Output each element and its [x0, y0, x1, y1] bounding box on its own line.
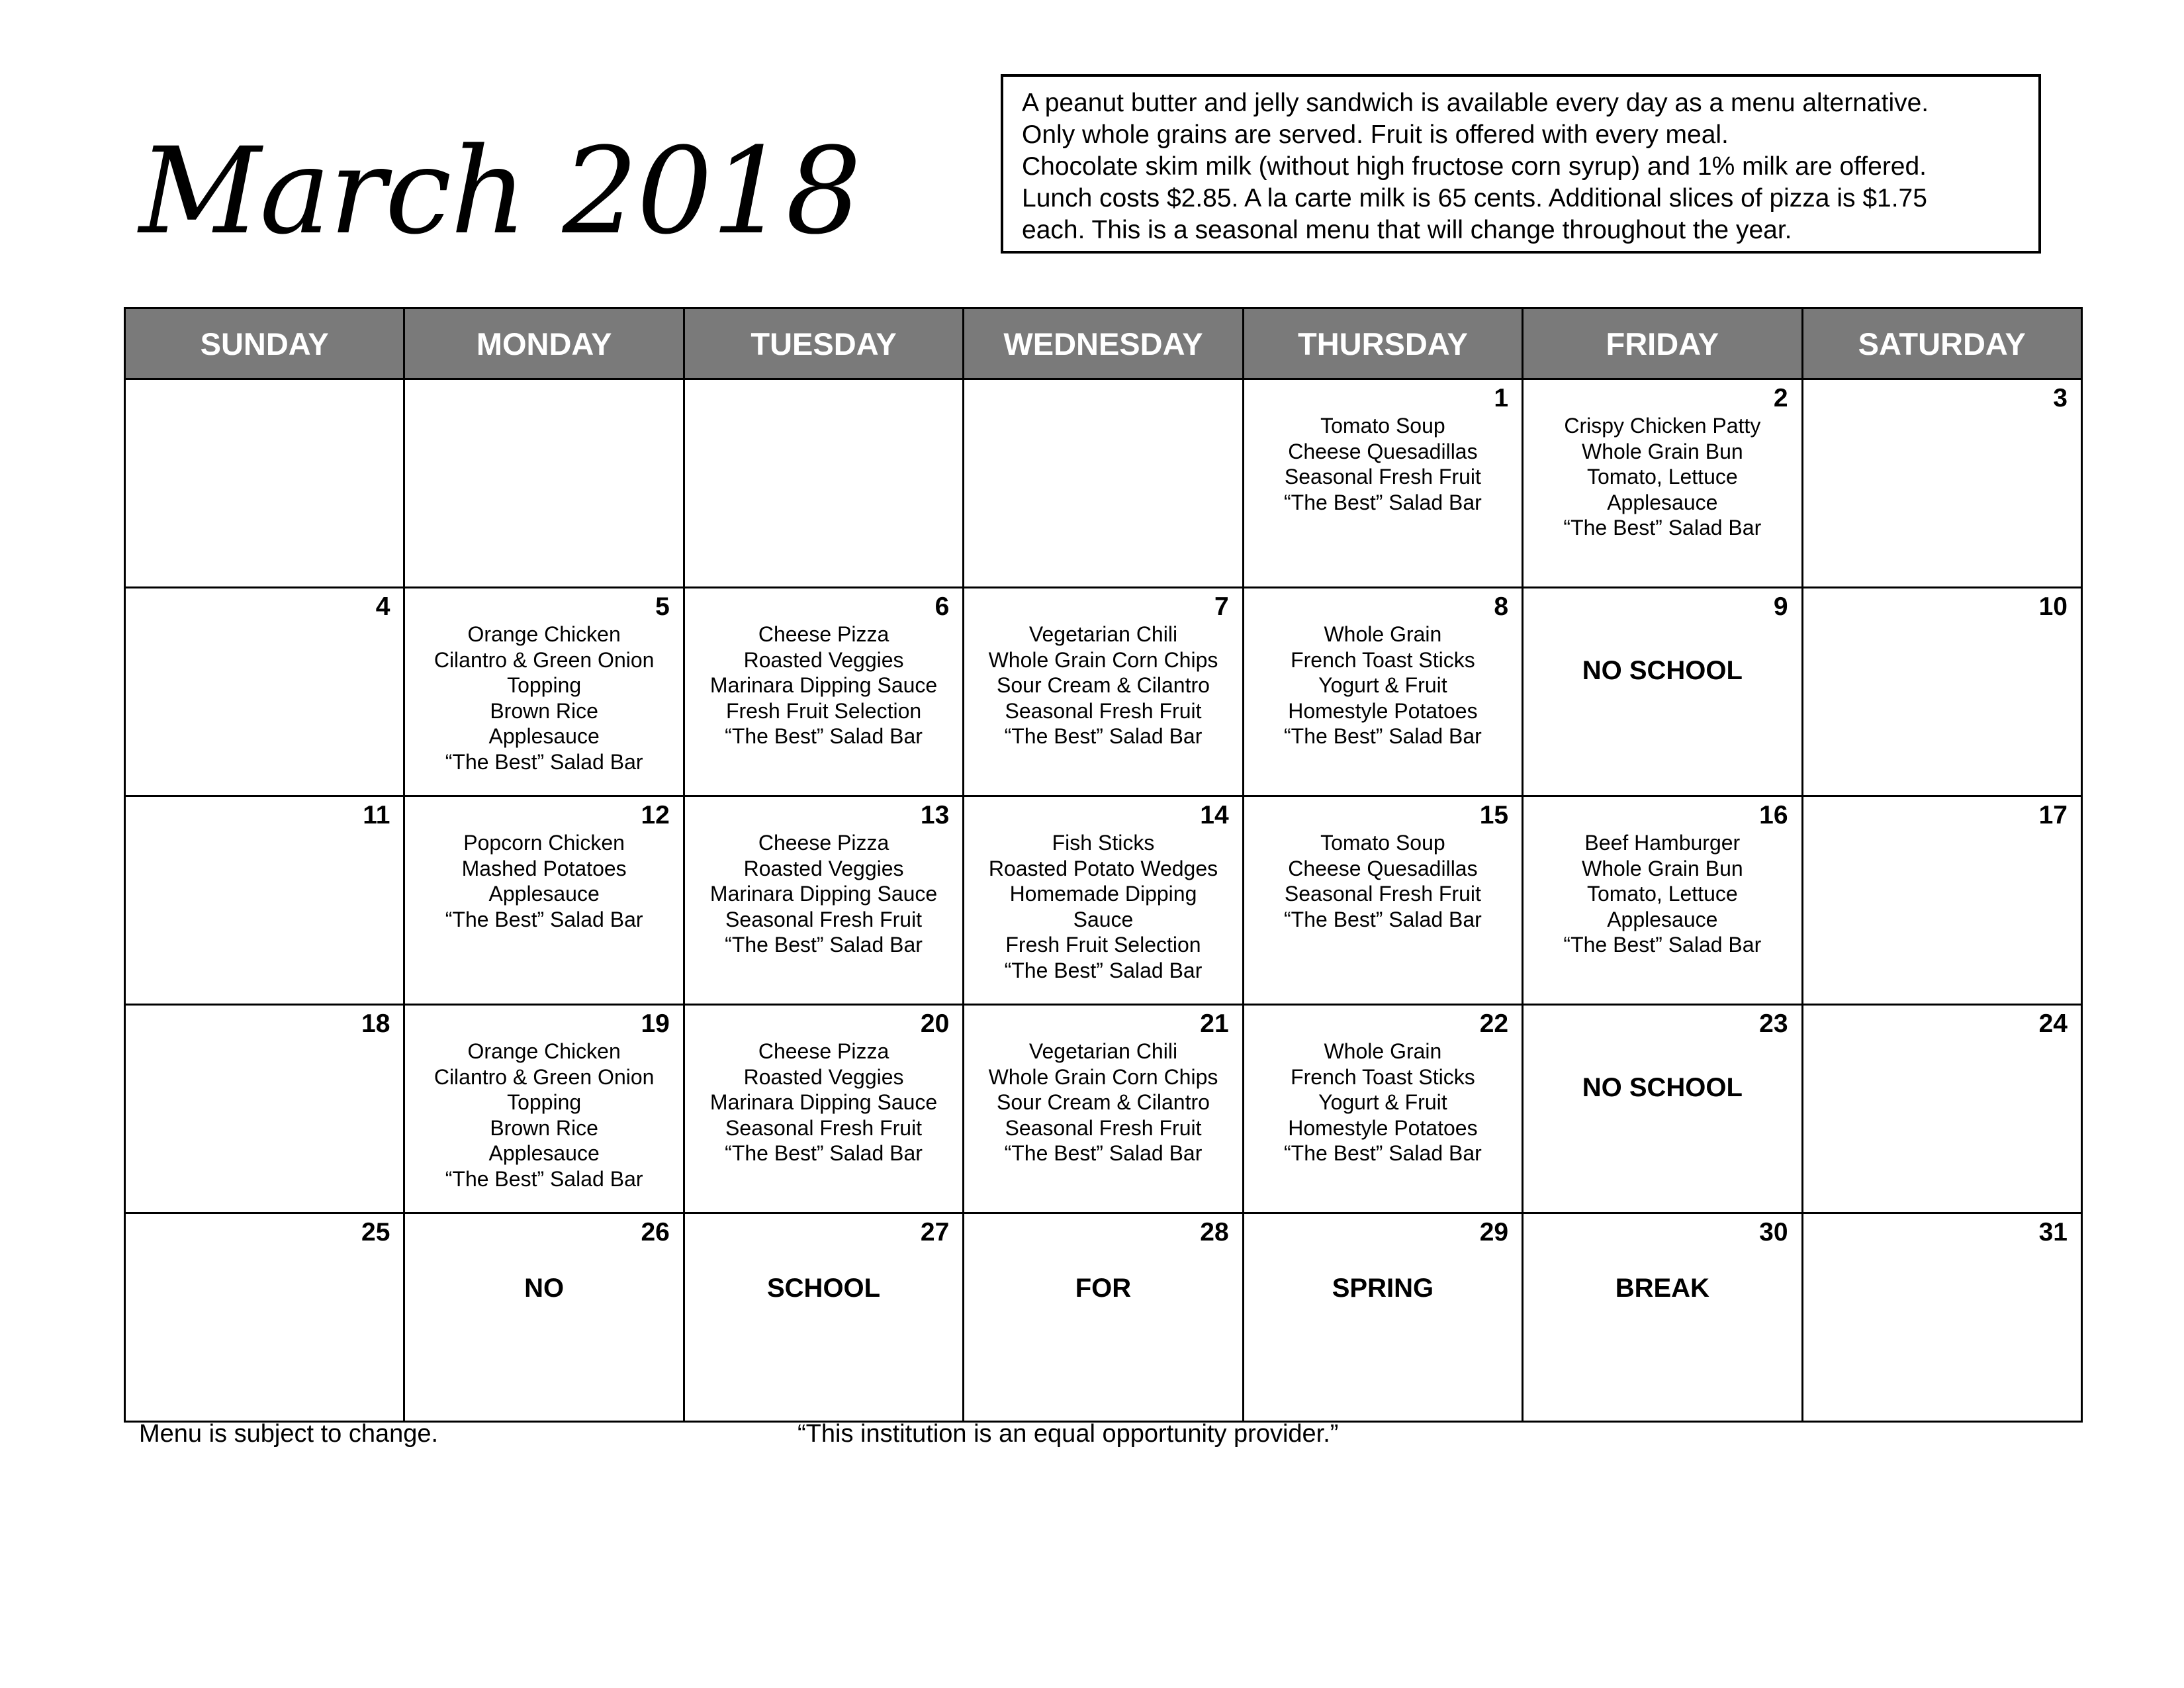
day-cell [1523, 588, 1802, 796]
menu-item: Applesauce [1607, 907, 1718, 931]
menu-item: Cilantro & Green Onion [433, 647, 655, 672]
day-cell [125, 796, 404, 1005]
day-cell [1523, 1005, 1802, 1213]
day-number: 10 [2038, 592, 2068, 621]
menu-item: Marinara Dipping Sauce [709, 882, 938, 906]
menu-item: Applesauce [488, 1141, 600, 1165]
weekday-header: THURSDAY [1243, 308, 1522, 379]
menu-item: Roasted Veggies [743, 1064, 904, 1089]
menu-item: Cheese Quesadillas [1288, 439, 1478, 463]
menu-item: “The Best” Salad Bar [1004, 958, 1203, 982]
menu-item: Tomato Soup [1320, 831, 1445, 855]
weekday-header: MONDAY [404, 308, 684, 379]
day-cell [1523, 796, 1802, 1005]
day-number: 7 [1214, 592, 1229, 621]
day-number: 1 [1494, 384, 1509, 412]
day-number [405, 380, 682, 413]
day-number: 26 [641, 1218, 670, 1246]
menu-item: Sauce [1073, 907, 1134, 931]
weekday-header: FRIDAY [1523, 308, 1802, 379]
footer-disclaimer: Menu is subject to change. [139, 1420, 439, 1448]
menu-item: “The Best” Salad Bar [1284, 1141, 1482, 1165]
day-number: 4 [375, 592, 390, 621]
day-number: 9 [1773, 592, 1788, 621]
menu-item: Fresh Fruit Selection [1005, 933, 1201, 957]
day-cell [684, 796, 963, 1005]
day-cell [404, 588, 684, 796]
info-line: A peanut butter and jelly sandwich is available every day as a menu alternative. [1022, 89, 1929, 117]
menu-item: Cheese Pizza [758, 831, 889, 855]
menu-item: Applesauce [488, 882, 600, 906]
day-cell [684, 1213, 963, 1422]
day-number: 27 [920, 1218, 950, 1246]
menu-item: Cilantro & Green Onion [433, 1064, 655, 1089]
week-row [125, 1213, 2082, 1422]
day-cell [1802, 796, 2081, 1005]
day-number: 3 [2053, 384, 2068, 412]
menu-item: Whole Grain Bun [1581, 439, 1743, 463]
menu-item: Yogurt & Fruit [1318, 1090, 1447, 1114]
day-cell [1523, 1213, 1802, 1422]
day-cell [1243, 1213, 1522, 1422]
week-row [125, 588, 2082, 796]
menu-item: Homemade Dipping [1009, 882, 1197, 906]
day-cell [1243, 588, 1522, 796]
day-number: 22 [1479, 1009, 1509, 1038]
menu-item: Roasted Veggies [743, 856, 904, 880]
day-number: 8 [1494, 592, 1509, 621]
day-cell [125, 1005, 404, 1213]
menu-item: “The Best” Salad Bar [445, 749, 643, 774]
day-cell [1802, 379, 2081, 588]
day-cell [125, 588, 404, 796]
menu-item: “The Best” Salad Bar [1563, 933, 1762, 957]
menu-item: Homestyle Potatoes [1288, 1115, 1478, 1140]
menu-item: Seasonal Fresh Fruit [1284, 465, 1481, 489]
day-cell [964, 379, 1243, 588]
menu-item: Crispy Chicken Patty [1564, 414, 1761, 438]
menu-item: Orange Chicken [467, 1039, 621, 1063]
day-number [685, 380, 962, 413]
menu-item: Seasonal Fresh Fruit [725, 1115, 923, 1140]
menu-item: French Toast Sticks [1291, 647, 1475, 672]
day-cell [964, 1005, 1243, 1213]
info-line: Lunch costs $2.85. A la carte milk is 65 cents. Additional slices of pizza is $1.75 [1022, 184, 1927, 212]
day-cell [964, 1213, 1243, 1422]
day-number: 12 [641, 801, 670, 829]
day-cell [964, 796, 1243, 1005]
day-cell [125, 1213, 404, 1422]
weekday-header: SATURDAY [1802, 308, 2081, 379]
spring-break-label: BREAK [1615, 1274, 1709, 1303]
day-number [126, 380, 403, 413]
menu-item: Yogurt & Fruit [1318, 673, 1447, 697]
day-number: 29 [1479, 1218, 1509, 1246]
menu-item: “The Best” Salad Bar [445, 907, 643, 931]
menu-item: “The Best” Salad Bar [1284, 724, 1482, 748]
menu-item: Sour Cream & Cilantro [997, 673, 1210, 697]
week-row [125, 796, 2082, 1005]
menu-item: Seasonal Fresh Fruit [725, 907, 923, 931]
day-cell [404, 796, 684, 1005]
menu-item: Marinara Dipping Sauce [709, 673, 938, 697]
day-number: 2 [1773, 384, 1788, 412]
menu-item: “The Best” Salad Bar [1004, 724, 1203, 748]
menu-item: “The Best” Salad Bar [725, 933, 923, 957]
menu-item: Brown Rice [490, 1115, 598, 1140]
spring-break-label: NO [524, 1274, 565, 1303]
day-number: 6 [934, 592, 950, 621]
menu-item: Tomato Soup [1320, 414, 1445, 438]
menu-item: Popcorn Chicken [463, 831, 625, 855]
menu-item: Whole Grain [1324, 622, 1442, 646]
menu-item: Mashed Potatoes [461, 856, 627, 880]
menu-item: “The Best” Salad Bar [1284, 907, 1482, 931]
menu-item: Roasted Veggies [743, 647, 904, 672]
no-school-label: NO SCHOOL [1582, 1073, 1743, 1102]
info-line: each. This is a seasonal menu that will change throughout the year. [1022, 216, 1792, 244]
day-cell [404, 379, 684, 588]
day-number: 30 [1759, 1218, 1788, 1246]
menu-item: “The Best” Salad Bar [1563, 516, 1762, 539]
day-number: 15 [1479, 801, 1509, 829]
day-number: 11 [363, 801, 390, 829]
menu-item: “The Best” Salad Bar [725, 1141, 923, 1165]
menu-item: Orange Chicken [467, 622, 621, 646]
menu-item: Seasonal Fresh Fruit [1284, 882, 1481, 906]
menu-item: Fish Sticks [1052, 831, 1155, 855]
spring-break-label: SPRING [1332, 1274, 1434, 1303]
no-school-label: NO SCHOOL [1582, 656, 1743, 685]
info-line: Chocolate skim milk (without high fructose corn syrup) and 1% milk are offered. [1022, 152, 1927, 181]
menu-item: French Toast Sticks [1291, 1064, 1475, 1089]
day-number: 31 [2038, 1218, 2068, 1246]
day-cell [1523, 379, 1802, 588]
day-number: 25 [361, 1218, 390, 1246]
info-line: Only whole grains are served. Fruit is offered with every meal. [1022, 120, 1729, 149]
day-cell [1243, 1005, 1522, 1213]
day-number: 24 [2038, 1009, 2068, 1038]
day-cell [404, 1005, 684, 1213]
day-number: 19 [641, 1009, 670, 1038]
menu-item: Applesauce [1607, 490, 1718, 514]
menu-info-box [1001, 74, 2041, 254]
day-number: 16 [1759, 801, 1788, 829]
day-cell [964, 588, 1243, 796]
menu-item: “The Best” Salad Bar [725, 724, 923, 748]
day-number: 13 [920, 801, 950, 829]
menu-item: Tomato, Lettuce [1586, 465, 1738, 489]
menu-item: Applesauce [488, 724, 600, 748]
menu-item: Cheese Pizza [758, 1039, 889, 1063]
menu-item: Topping [507, 1090, 582, 1114]
menu-item: Marinara Dipping Sauce [709, 1090, 938, 1114]
menu-item: Homestyle Potatoes [1288, 698, 1478, 723]
menu-item: Fresh Fruit Selection [725, 698, 922, 723]
menu-item: Whole Grain Bun [1581, 856, 1743, 880]
menu-item: Seasonal Fresh Fruit [1005, 1115, 1202, 1140]
day-number: 28 [1200, 1218, 1229, 1246]
weekday-header: TUESDAY [684, 308, 963, 379]
day-number: 14 [1200, 801, 1229, 829]
weekday-header: SUNDAY [125, 308, 404, 379]
day-cell [684, 1005, 963, 1213]
menu-item: Whole Grain Corn Chips [988, 647, 1218, 672]
day-cell [404, 1213, 684, 1422]
calendar-body [125, 379, 2082, 1422]
menu-item: Brown Rice [490, 698, 598, 723]
menu-item: Whole Grain [1324, 1039, 1442, 1063]
day-cell [1243, 796, 1522, 1005]
day-number: 17 [2038, 801, 2068, 829]
footer-equal-opportunity: “This institution is an equal opportunity provider.” [797, 1420, 1339, 1448]
day-cell [125, 379, 404, 588]
menu-item: Seasonal Fresh Fruit [1005, 698, 1202, 723]
spring-break-label: FOR [1075, 1274, 1132, 1303]
menu-item: Vegetarian Chili [1028, 622, 1178, 646]
menu-item: Beef Hamburger [1584, 831, 1741, 855]
week-row [125, 1005, 2082, 1213]
menu-item: Cheese Quesadillas [1288, 856, 1478, 880]
day-number: 23 [1759, 1009, 1788, 1038]
week-row [125, 379, 2082, 588]
day-cell [1802, 1005, 2081, 1213]
menu-item: Vegetarian Chili [1028, 1039, 1178, 1063]
spring-break-label: SCHOOL [766, 1274, 881, 1303]
calendar-grid [124, 307, 2083, 1423]
menu-item: Cheese Pizza [758, 622, 889, 646]
menu-item: “The Best” Salad Bar [445, 1166, 643, 1191]
menu-item: Whole Grain Corn Chips [988, 1064, 1218, 1089]
weekday-header: WEDNESDAY [964, 308, 1243, 379]
menu-item: Topping [507, 673, 582, 697]
day-cell [1802, 1213, 2081, 1422]
menu-item: Roasted Potato Wedges [988, 856, 1218, 880]
day-number: 5 [655, 592, 670, 621]
menu-item: “The Best” Salad Bar [1004, 1141, 1203, 1165]
menu-item: Tomato, Lettuce [1586, 882, 1738, 906]
day-cell [1243, 379, 1522, 588]
day-cell [1802, 588, 2081, 796]
day-cell [684, 588, 963, 796]
calendar-title: March 2018 [139, 122, 860, 261]
menu-item: “The Best” Salad Bar [1284, 490, 1482, 514]
menu-item: Sour Cream & Cilantro [997, 1090, 1210, 1114]
day-number: 18 [361, 1009, 390, 1038]
day-number [964, 380, 1242, 413]
day-number: 21 [1200, 1009, 1229, 1038]
day-cell [684, 379, 963, 588]
day-number: 20 [920, 1009, 950, 1038]
weekday-header-row [125, 308, 2082, 379]
